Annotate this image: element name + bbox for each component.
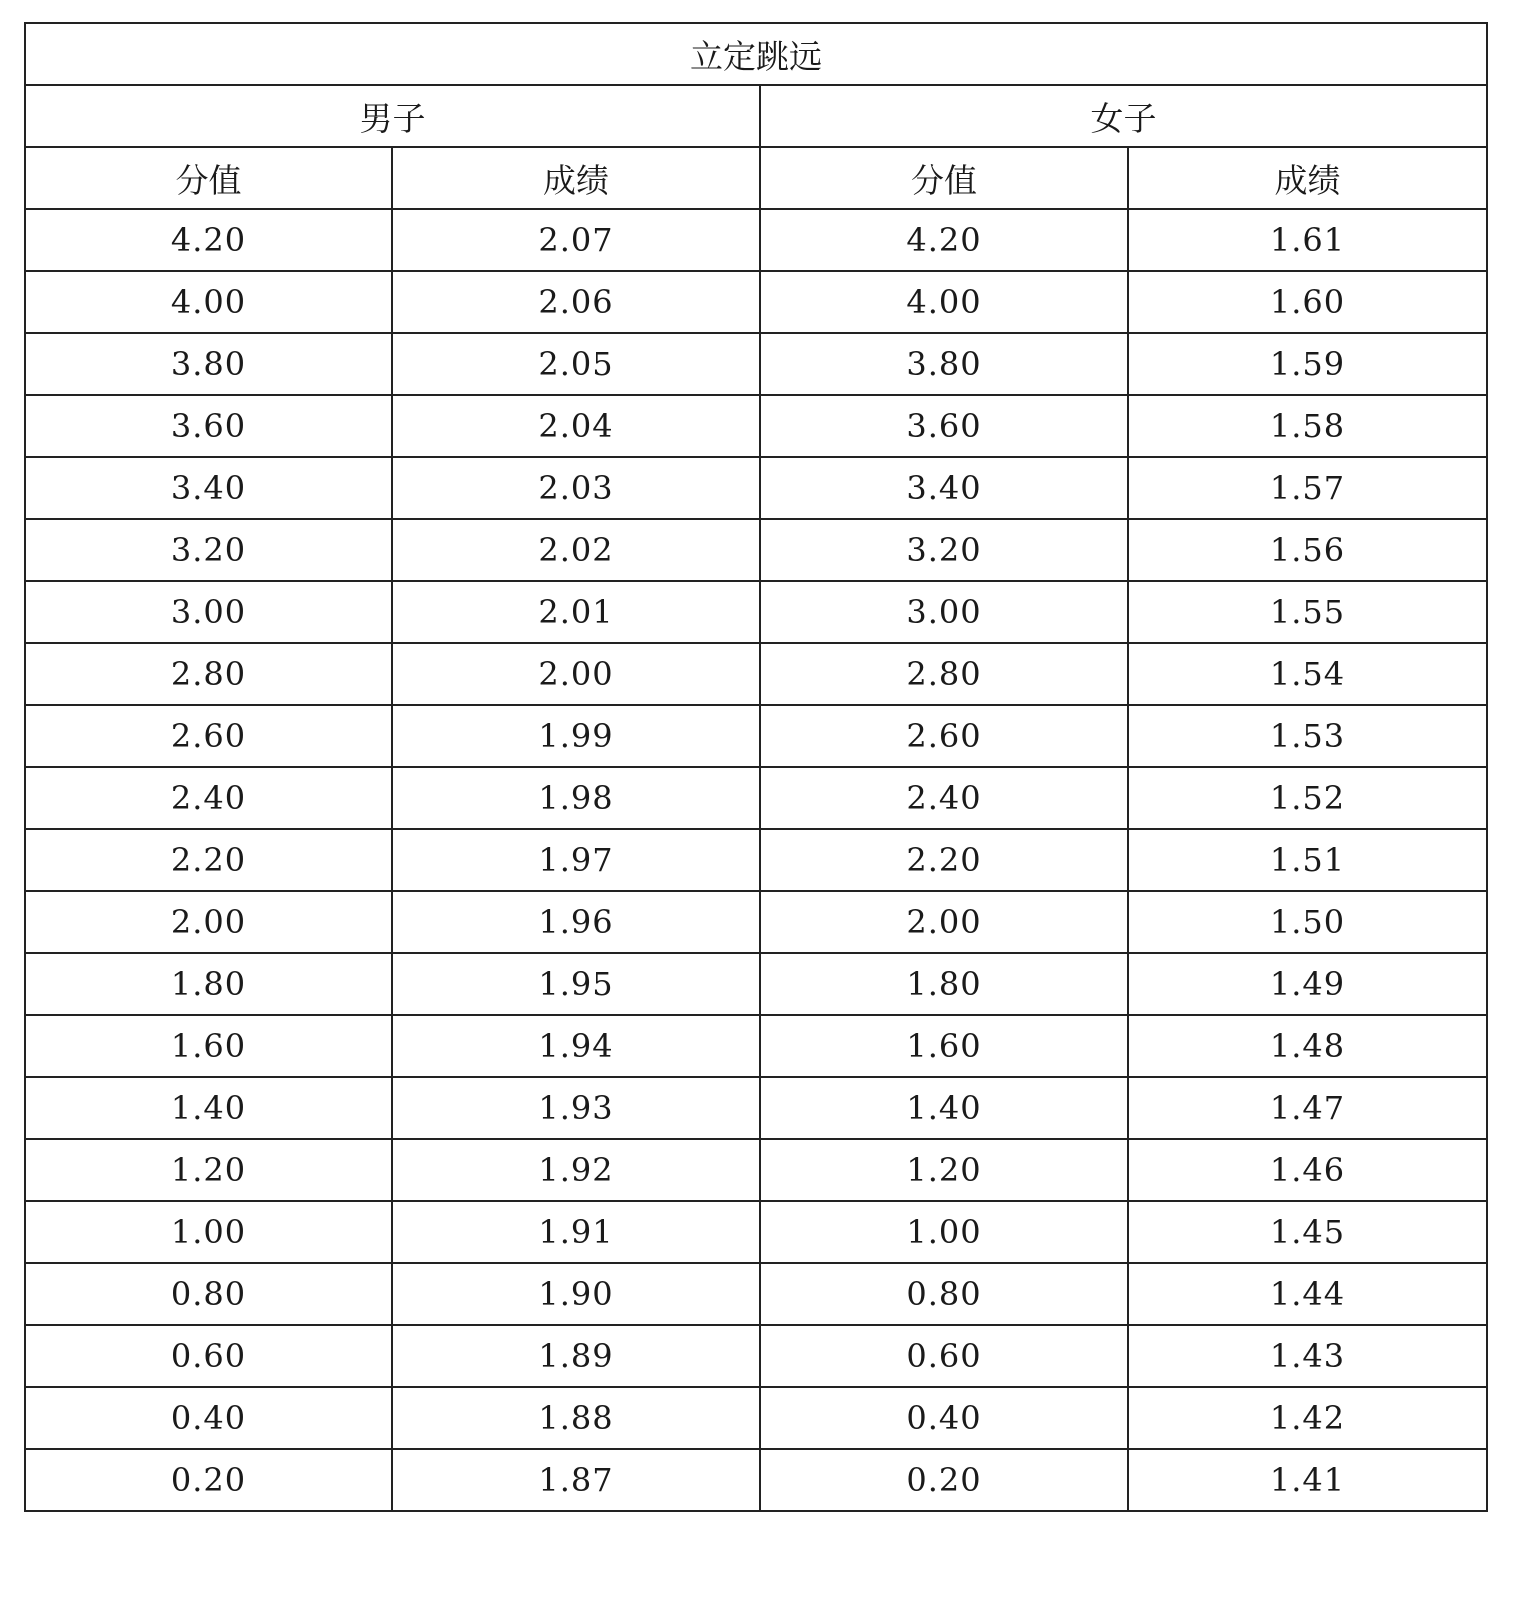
- female-result-cell: 1.49: [1128, 953, 1487, 1015]
- male-result-cell: 1.97: [392, 829, 760, 891]
- female-score-cell: 0.80: [760, 1263, 1128, 1325]
- male-result-cell: 2.06: [392, 271, 760, 333]
- table-row: [25, 1077, 1487, 1139]
- male-result-cell: 1.89: [392, 1325, 760, 1387]
- male-result-cell: 2.01: [392, 581, 760, 643]
- male-score-cell: 3.60: [25, 395, 392, 457]
- female-score-cell: 2.20: [760, 829, 1128, 891]
- female-result-cell: 1.61: [1128, 209, 1487, 271]
- title-row: [25, 23, 1487, 85]
- female-result-cell: 1.47: [1128, 1077, 1487, 1139]
- female-result-cell: 1.54: [1128, 643, 1487, 705]
- male-score-cell: 2.20: [25, 829, 392, 891]
- male-result-cell: 1.88: [392, 1387, 760, 1449]
- male-score-cell: 3.00: [25, 581, 392, 643]
- female-result-cell: 1.48: [1128, 1015, 1487, 1077]
- male-score-cell: 2.40: [25, 767, 392, 829]
- group-row: [25, 85, 1487, 147]
- table-row: [25, 829, 1487, 891]
- table-row: [25, 457, 1487, 519]
- male-result-cell: 2.05: [392, 333, 760, 395]
- table-row: [25, 209, 1487, 271]
- male-result-cell: 2.07: [392, 209, 760, 271]
- female-score-cell: 0.60: [760, 1325, 1128, 1387]
- female-score-cell: 3.40: [760, 457, 1128, 519]
- female-result-cell: 1.59: [1128, 333, 1487, 395]
- female-score-cell: 3.80: [760, 333, 1128, 395]
- male-score-cell: 0.60: [25, 1325, 392, 1387]
- female-result-cell: 1.50: [1128, 891, 1487, 953]
- male-score-cell: 0.40: [25, 1387, 392, 1449]
- table-row: [25, 1449, 1487, 1511]
- male-score-cell: 1.20: [25, 1139, 392, 1201]
- female-score-cell: 0.20: [760, 1449, 1128, 1511]
- table-row: [25, 581, 1487, 643]
- male-result-cell: 1.96: [392, 891, 760, 953]
- female-result-cell: 1.55: [1128, 581, 1487, 643]
- male-score-cell: 3.80: [25, 333, 392, 395]
- table-row: [25, 1139, 1487, 1201]
- table-row: [25, 705, 1487, 767]
- female-score-cell: 4.00: [760, 271, 1128, 333]
- female-result-cell: 1.58: [1128, 395, 1487, 457]
- male-score-cell: 2.00: [25, 891, 392, 953]
- female-result-cell: 1.43: [1128, 1325, 1487, 1387]
- male-score-cell: 2.80: [25, 643, 392, 705]
- female-result-cell: 1.42: [1128, 1387, 1487, 1449]
- female-score-cell: 1.60: [760, 1015, 1128, 1077]
- female-result-cell: 1.57: [1128, 457, 1487, 519]
- male-result-cell: 1.99: [392, 705, 760, 767]
- table-row: [25, 271, 1487, 333]
- group-header-female: 女子: [760, 85, 1487, 147]
- female-score-cell: 0.40: [760, 1387, 1128, 1449]
- male-result-cell: 1.93: [392, 1077, 760, 1139]
- male-score-cell: 4.00: [25, 271, 392, 333]
- male-result-cell: 1.98: [392, 767, 760, 829]
- female-score-cell: 3.20: [760, 519, 1128, 581]
- female-score-cell: 4.20: [760, 209, 1128, 271]
- table-row: [25, 1387, 1487, 1449]
- table-row: [25, 1201, 1487, 1263]
- female-result-cell: 1.56: [1128, 519, 1487, 581]
- male-result-cell: 2.04: [392, 395, 760, 457]
- male-score-cell: 1.40: [25, 1077, 392, 1139]
- male-score-cell: 0.20: [25, 1449, 392, 1511]
- male-result-cell: 1.90: [392, 1263, 760, 1325]
- female-score-cell: 1.20: [760, 1139, 1128, 1201]
- female-result-cell: 1.44: [1128, 1263, 1487, 1325]
- female-result-cell: 1.60: [1128, 271, 1487, 333]
- male-score-cell: 3.40: [25, 457, 392, 519]
- female-score-cell: 2.00: [760, 891, 1128, 953]
- male-result-cell: 2.00: [392, 643, 760, 705]
- column-header-female-result: 成绩: [1128, 147, 1487, 209]
- female-result-cell: 1.45: [1128, 1201, 1487, 1263]
- female-result-cell: 1.51: [1128, 829, 1487, 891]
- male-score-cell: 1.00: [25, 1201, 392, 1263]
- female-score-cell: 1.40: [760, 1077, 1128, 1139]
- female-score-cell: 2.40: [760, 767, 1128, 829]
- male-score-cell: 2.60: [25, 705, 392, 767]
- female-result-cell: 1.41: [1128, 1449, 1487, 1511]
- table-row: [25, 1263, 1487, 1325]
- column-header-male-score: 分值: [25, 147, 392, 209]
- score-table: [24, 22, 1488, 1512]
- table-row: [25, 333, 1487, 395]
- female-score-cell: 2.80: [760, 643, 1128, 705]
- female-score-cell: 3.00: [760, 581, 1128, 643]
- male-result-cell: 1.91: [392, 1201, 760, 1263]
- male-score-cell: 3.20: [25, 519, 392, 581]
- male-score-cell: 4.20: [25, 209, 392, 271]
- column-header-row: [25, 147, 1487, 209]
- male-score-cell: 1.60: [25, 1015, 392, 1077]
- table-row: [25, 1325, 1487, 1387]
- table-row: [25, 643, 1487, 705]
- table-row: [25, 953, 1487, 1015]
- table-row: [25, 767, 1487, 829]
- table-row: [25, 519, 1487, 581]
- male-score-cell: 1.80: [25, 953, 392, 1015]
- female-result-cell: 1.46: [1128, 1139, 1487, 1201]
- female-score-cell: 3.60: [760, 395, 1128, 457]
- female-result-cell: 1.53: [1128, 705, 1487, 767]
- table-row: [25, 395, 1487, 457]
- male-result-cell: 1.94: [392, 1015, 760, 1077]
- male-result-cell: 2.02: [392, 519, 760, 581]
- table-title: 立定跳远: [25, 23, 1487, 85]
- group-header-male: 男子: [25, 85, 760, 147]
- female-score-cell: 2.60: [760, 705, 1128, 767]
- female-score-cell: 1.80: [760, 953, 1128, 1015]
- male-result-cell: 1.95: [392, 953, 760, 1015]
- table-row: [25, 1015, 1487, 1077]
- male-result-cell: 1.87: [392, 1449, 760, 1511]
- table-row: [25, 891, 1487, 953]
- female-score-cell: 1.00: [760, 1201, 1128, 1263]
- female-result-cell: 1.52: [1128, 767, 1487, 829]
- male-result-cell: 1.92: [392, 1139, 760, 1201]
- table-body: [25, 23, 1487, 1511]
- column-header-female-score: 分值: [760, 147, 1128, 209]
- male-score-cell: 0.80: [25, 1263, 392, 1325]
- male-result-cell: 2.03: [392, 457, 760, 519]
- column-header-male-result: 成绩: [392, 147, 760, 209]
